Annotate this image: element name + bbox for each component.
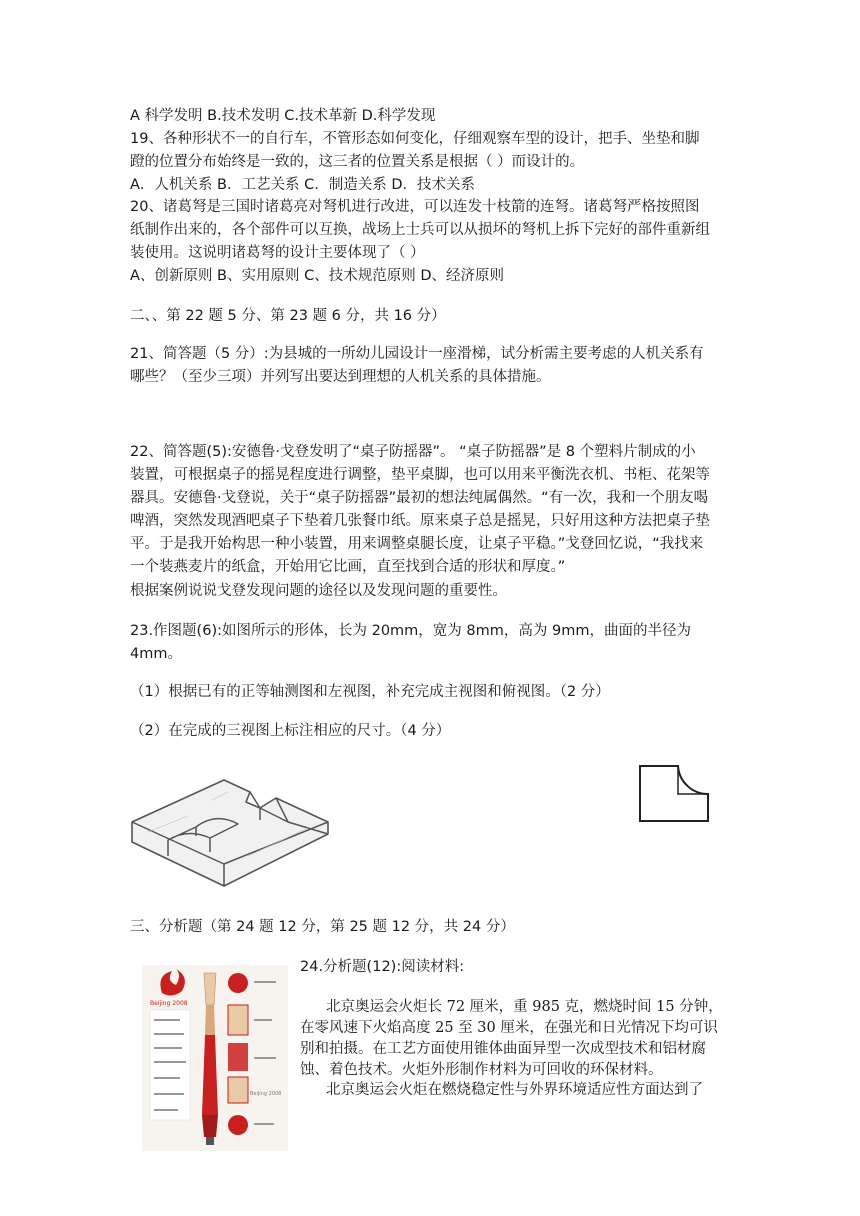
q21-line-1: 21、简答题（5 分）:为县城的一所幼儿园设计一座滑梯，试分析需主要考虑的人机关系有 — [130, 346, 704, 362]
q24-para1-line-3: 别和拍摄。在工艺方面使用锥体曲面异型一次成型技术和铝材腐 — [300, 1041, 706, 1057]
q22-question: 根据案例说说戈登发现问题的途径以及发现问题的重要性。 — [130, 583, 507, 599]
q24-para1-line-4: 蚀、着色技术。火炬外形制作材料为可回收的环保材料。 — [300, 1062, 663, 1078]
torch-year-text: Beijing 2008 — [250, 1091, 282, 1097]
q22-line-1: 22、简答题(5):安德鲁·戈登发明了“桌子防摇器”。 “桌子防摇器”是 8 个塑料片制成的小 — [130, 444, 696, 460]
q24-heading: 24.分析题(12):阅读材料: — [300, 959, 465, 975]
q23-line-2: 4mm。 — [130, 646, 182, 662]
q22-line-2: 装置，可根据桌子的摇晃程度进行调整，垫平桌脚，也可以用来平衡洗衣机、书柜、花架等 — [130, 467, 710, 483]
q23-sub-2: （2）在完成的三视图上标注相应的尺寸。（4 分） — [130, 723, 451, 739]
left-view-drawing — [638, 764, 714, 824]
q24-para1-line-2: 在零风速下火焰高度 25 至 30 厘米，在强光和日光情况下均可识 — [300, 1020, 718, 1036]
q21-line-2: 哪些？（至少三项）并列写出要达到理想的人机关系的具体措施。 — [130, 369, 551, 385]
olympic-torch-image — [142, 965, 288, 1151]
torch-logo-text: Beijing 2008 — [150, 1000, 188, 1007]
q20-line-1: 20、诸葛弩是三国时诸葛亮对弩机进行改进，可以连发十枝箭的连弩。诸葛弩严格按照图 — [130, 199, 700, 215]
q22-line-3: 器具。安德鲁·戈登说，关于“桌子防摇器”最初的想法纯属偶然。“有一次，我和一个朋友喝 — [130, 490, 709, 506]
q20-options: A、创新原则 B、实用原则 C、技术规范原则 D、经济原则 — [130, 268, 504, 284]
q24-para2-line-1: 北京奥运会火炬在燃烧稳定性与外界环境适应性方面达到了 — [326, 1082, 703, 1098]
q20-line-2: 纸制作出来的，各个部件可以互换，战场上士兵可以从损坏的弩机上拆下完好的部件重新组 — [130, 222, 710, 238]
torch-illustration — [142, 965, 288, 1151]
isometric-drawing — [128, 772, 334, 894]
q23-line-1: 23.作图题(6):如图所示的形体，长为 20mm，宽为 8mm，高为 9mm，曲面的半径为 — [130, 623, 691, 639]
q18-options: A 科学发明 B.技术发明 C.技术革新 D.科学发现 — [130, 108, 436, 124]
section-2-heading: 二、、第 22 题 5 分、第 23 题 6 分，共 16 分） — [130, 308, 446, 324]
q22-line-4: 啤酒，突然发现酒吧桌子下垫着几张餐巾纸。原来桌子总是摇晃，只好用这种方法把桌子垫 — [130, 513, 710, 529]
q22-line-6: 一个装燕麦片的纸盒，开始用它比画，直至找到合适的形状和厚度。” — [130, 559, 566, 575]
q23-sub-1: （1）根据已有的正等轴测图和左视图，补充完成主视图和俯视图。（2 分） — [130, 684, 610, 700]
q19-line-1: 19、各种形状不一的自行车，不管形态如何变化，仔细观察车型的设计，把手、坐垫和脚 — [130, 131, 700, 147]
q24-para1-line-1: 北京奥运会火炬长 72 厘米，重 985 克，燃烧时间 15 分钟， — [326, 999, 723, 1015]
q22-line-5: 平。于是我开始构思一种小装置，用来调整桌腿长度，让桌子平稳。”戈登回忆说，“我找来 — [130, 536, 704, 552]
q19-options: A．人机关系 B．工艺关系 C．制造关系 D．技术关系 — [130, 177, 475, 193]
q20-line-3: 装使用。这说明诸葛弩的设计主要体现了（ ） — [130, 245, 425, 261]
section-3-heading: 三、分析题（第 24 题 12 分，第 25 题 12 分，共 24 分） — [130, 919, 515, 935]
q19-line-2: 蹬的位置分布始终是一致的，这三者的位置关系是根据（ ）而设计的。 — [130, 154, 585, 170]
